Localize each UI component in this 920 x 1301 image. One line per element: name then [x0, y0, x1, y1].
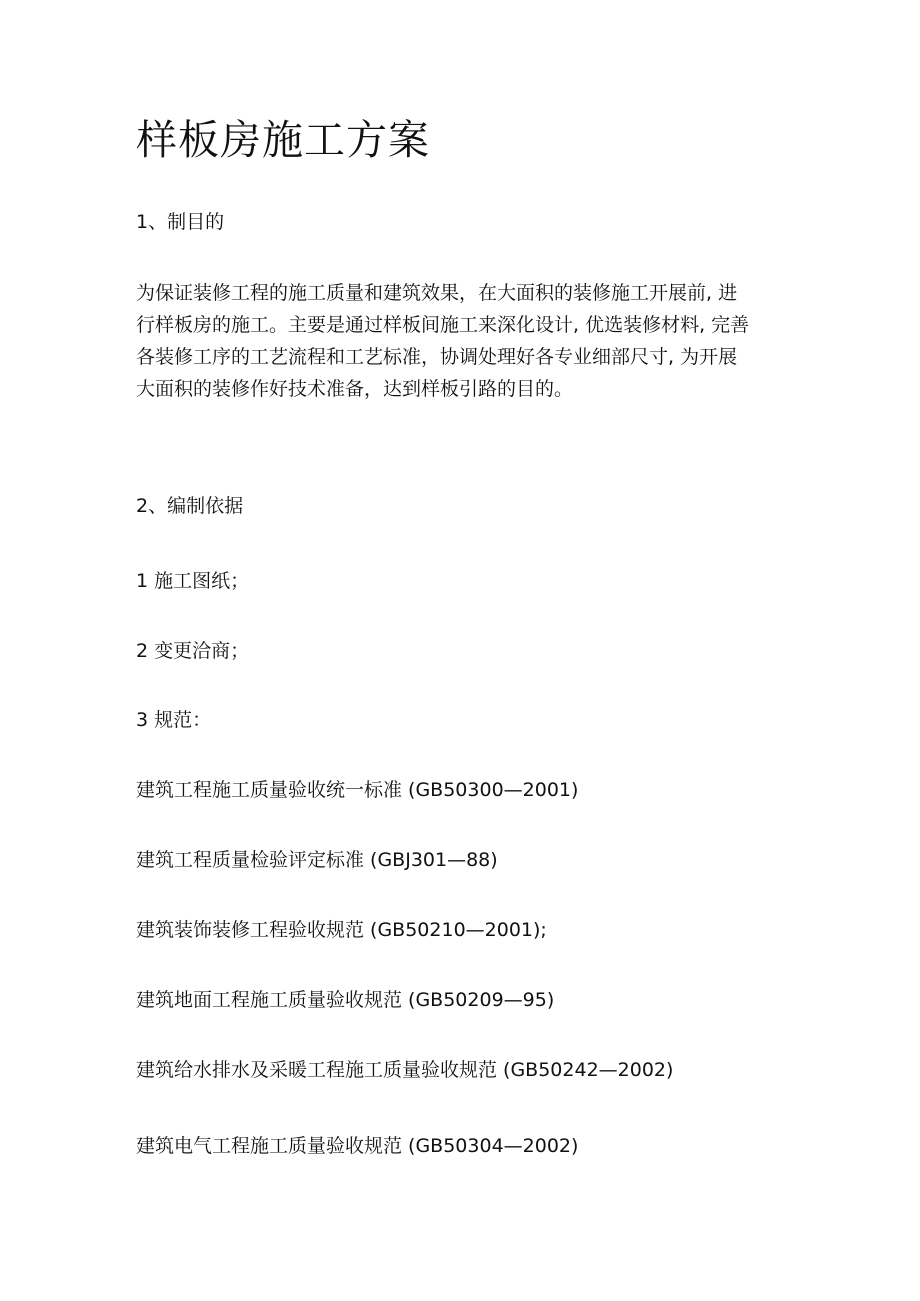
paragraph-line: 大面积的装修作好技术准备，达到样板引路的目的。 — [136, 378, 574, 400]
section-1-paragraph — [136, 278, 776, 406]
basis-item: 3 规范： — [136, 709, 212, 731]
document-title: 样板房施工方案 — [136, 116, 430, 164]
standard-item: 建筑给水排水及采暖工程施工质量验收规范 (GB50242—2002) — [136, 1059, 674, 1081]
basis-item: 2 变更洽商； — [136, 640, 250, 662]
standard-item: 建筑电气工程施工质量验收规范 (GB50304—2002) — [136, 1135, 579, 1157]
paragraph-line: 为保证装修工程的施工质量和建筑效果，在大面积的装修施工开展前, 进 — [136, 282, 738, 304]
section-2-heading: 2、编制依据 — [136, 495, 244, 517]
standard-item: 建筑工程质量检验评定标准 (GBJ301—88) — [136, 849, 498, 871]
paragraph-line: 各装修工序的工艺流程和工艺标准，协调处理好各专业细部尺寸, 为开展 — [136, 346, 738, 368]
standard-item: 建筑装饰装修工程验收规范 (GB50210—2001); — [136, 919, 547, 941]
section-1-heading: 1、制目的 — [136, 211, 225, 233]
standard-item: 建筑地面工程施工质量验收规范 (GB50209—95) — [136, 989, 555, 1011]
basis-item: 1 施工图纸； — [136, 570, 250, 592]
standard-item: 建筑工程施工质量验收统一标准 (GB50300—2001) — [136, 779, 579, 801]
paragraph-line: 行样板房的施工。主要是通过样板间施工来深化设计, 优选装修材料, 完善 — [136, 314, 750, 336]
